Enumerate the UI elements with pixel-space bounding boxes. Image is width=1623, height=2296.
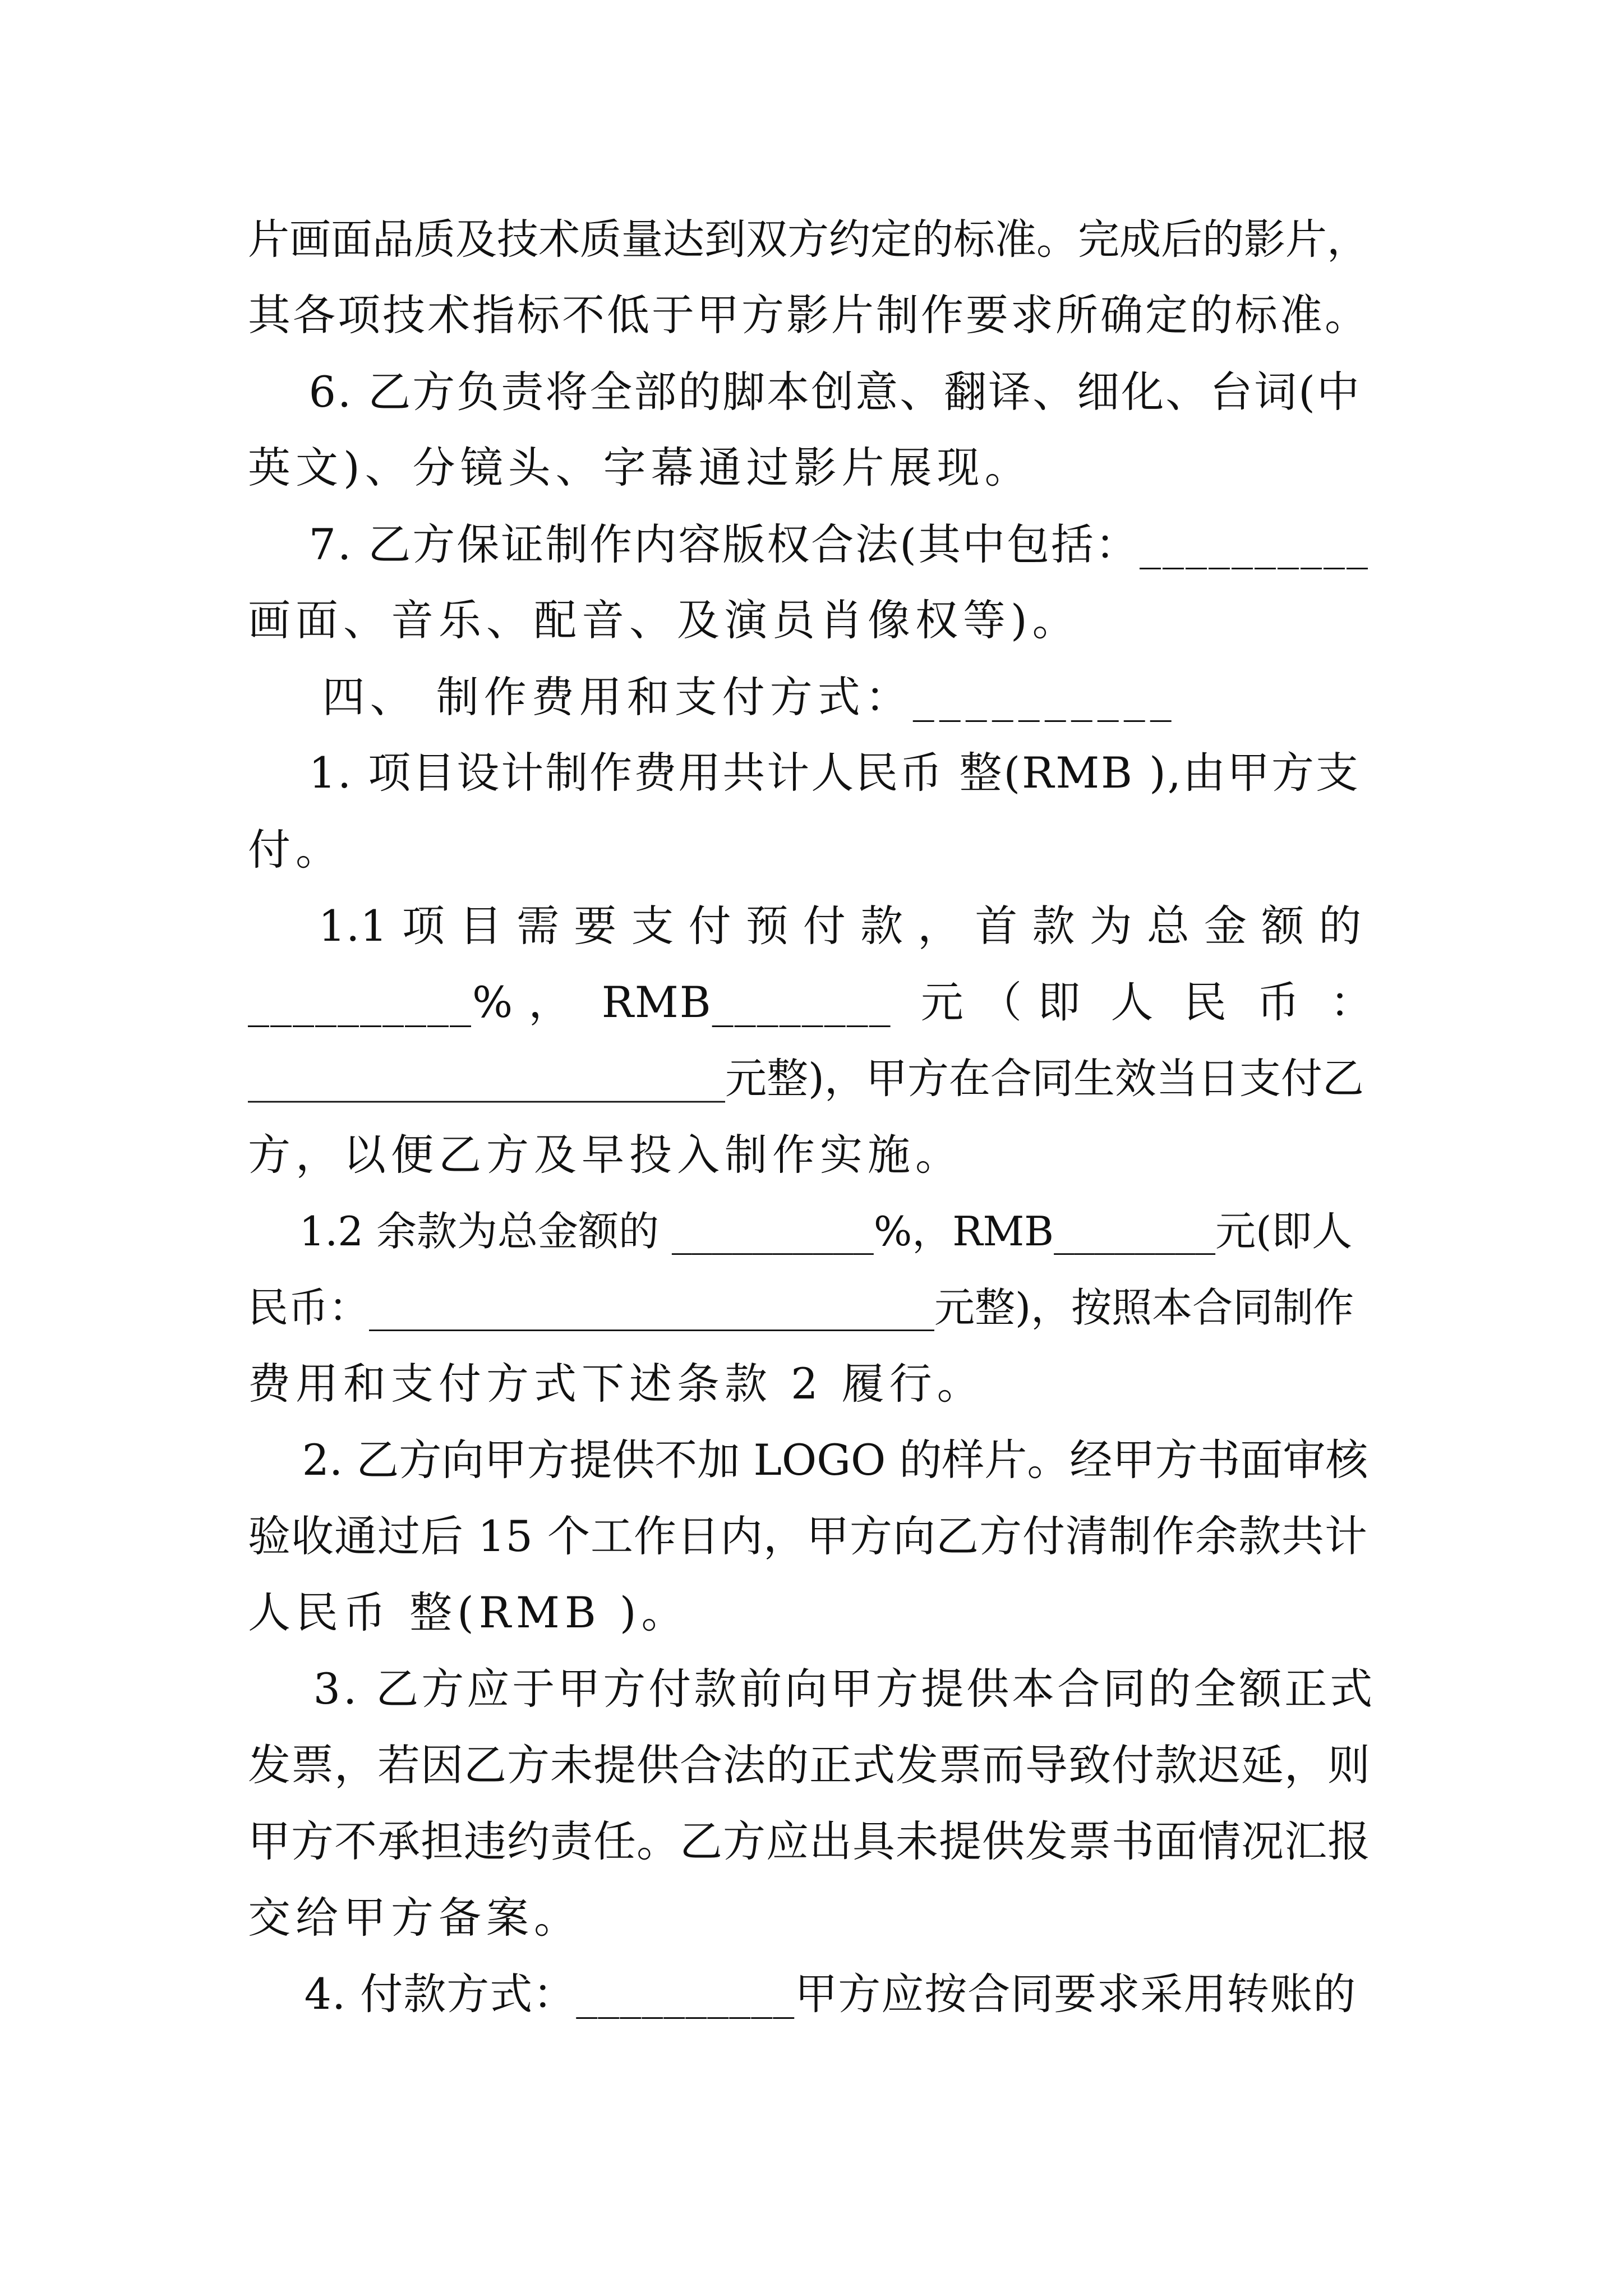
text-line-11: __________% ， RMB________ 元 （ 即 人 民 币 ：: [248, 977, 1374, 1027]
text-line-15: 民币：____________________________元整)，按照本合同制作: [248, 1284, 1354, 1331]
text-line-24: 4. 付款方式：__________甲方应按合同要求采用转账的: [248, 1969, 1357, 2019]
text-line-13: 方，以便乙方及早投入制作实施。: [248, 1130, 963, 1180]
text-line-12: _______________________元整)，甲方在合同生效当日支付乙: [248, 1055, 1364, 1103]
text-line-9: 付。: [248, 825, 343, 875]
text-line-18: 验收通过后 15 个工作日内，甲方向乙方付清制作余款共计: [248, 1511, 1368, 1561]
section-heading-4: 四、 制作费用和支付方式：__________: [248, 672, 1177, 722]
text-line-14: 1.2 余款为总金额的 __________%，RMB________元(即人: [248, 1208, 1353, 1255]
text-line-20: 3. 乙方应于甲方付款前向甲方提供本合同的全额正式: [248, 1664, 1376, 1714]
text-line-5: 7. 乙方保证制作内容版权合法(其中包括：__________: [248, 519, 1370, 569]
text-line-6: 画面、音乐、配音、及演员肖像权等)。: [248, 595, 1080, 645]
text-line-8: 1. 项目设计制作费用共计人民币 整(RMB ),由甲方支: [248, 748, 1360, 798]
text-line-16: 费用和支付方式下述条款 2 履行。: [248, 1359, 985, 1409]
text-line-23: 交给甲方备案。: [248, 1893, 582, 1943]
text-line-4: 英文)、分镜头、字幕通过影片展现。: [248, 443, 1032, 493]
text-line-17: 2. 乙方向甲方提供不加 LOGO 的样片。经甲方书面审核: [248, 1435, 1368, 1485]
text-line-10: 1.1 项 目 需 要 支 付 预 付 款 ， 首 款 为 总 金 额 的: [248, 901, 1362, 951]
text-line-2: 其各项技术指标不低于甲方影片制作要求所确定的标准。: [248, 290, 1370, 340]
text-line-19: 人民币 整(RMB )。: [248, 1588, 689, 1637]
text-line-22: 甲方不承担违约责任。乙方应出具未提供发票书面情况汇报: [248, 1816, 1371, 1866]
text-line-3: 6. 乙方负责将全部的脚本创意、翻译、细化、台词(中: [248, 367, 1361, 417]
text-line-1: 片画面品质及技术质量达到双方约定的标准。完成后的影片，: [248, 215, 1368, 264]
text-line-21: 发票，若因乙方未提供合法的正式发票而导致付款迟延，则: [248, 1740, 1371, 1790]
